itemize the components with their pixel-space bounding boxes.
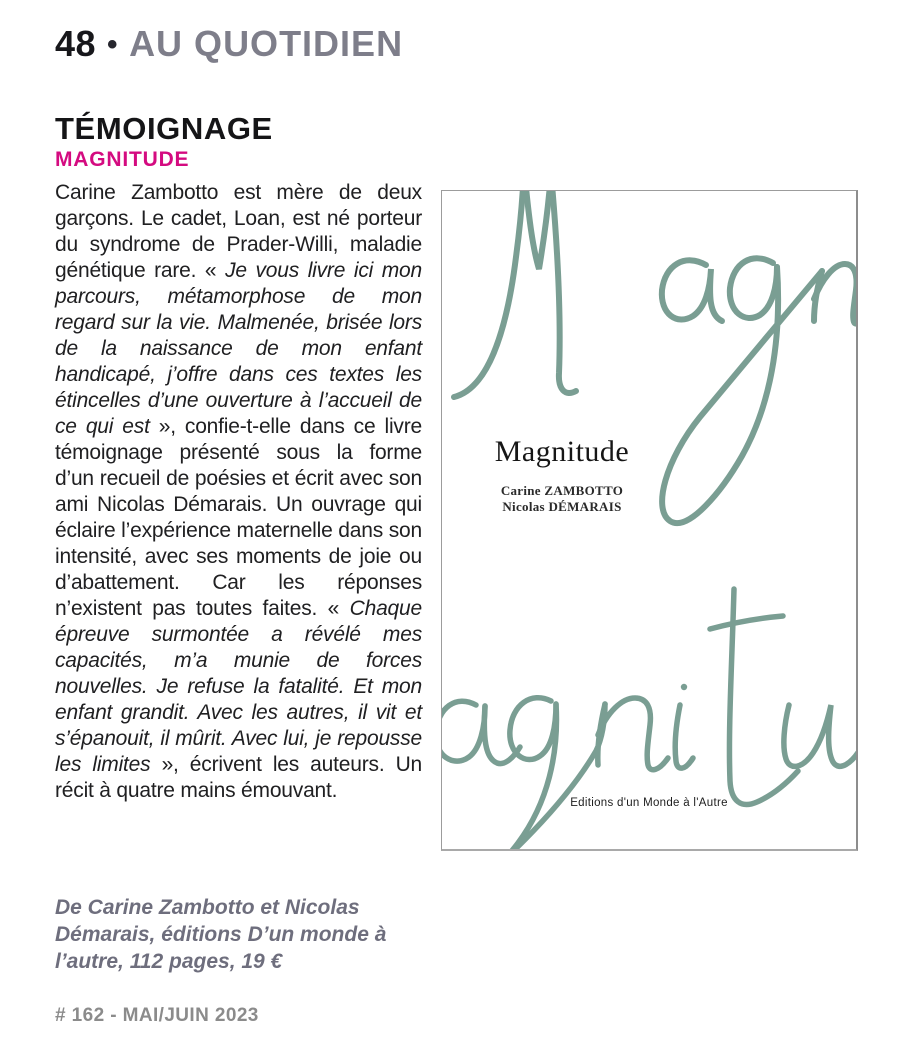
script-bottom-agnitu: [442, 589, 856, 849]
issue-footer: # 162 - MAI/JUIN 2023: [55, 1005, 259, 1026]
page-header: [55, 24, 403, 65]
cover-authors: [462, 483, 662, 514]
script-top-magn: [454, 191, 856, 523]
page-number: 48: [55, 23, 97, 64]
article-headline: MAGNITUDE: [55, 148, 190, 171]
cover-publisher: Editions d'un Monde à l'Autre: [570, 797, 728, 809]
cover-title: Magnitude: [494, 435, 630, 468]
book-cover: [441, 190, 858, 851]
book-credit-line: De Carine Zambotto et Nicolas Démarais, éditions D’un monde à l’autre, 112 pages, 19 €: [55, 896, 387, 973]
article-kicker: TÉMOIGNAGE: [55, 111, 273, 146]
cover-author-2: Nicolas DÉMARAIS: [502, 498, 622, 514]
article-body: Carine Zambotto est mère de deux garçons. Le cadet, Loan, est né porteur du syndrome de Prader-Willi, maladie génétique rare. « Je vous livre ici mon parcours, métamorphose de mon regard sur la vie. Malmenée, brisée lors de la naissance de mon enfant handicapé, j’offre dans ces textes les étincelles d’une ouverture à l’accueil de ce qui est », confie-t-elle dans ce livre témoignage présenté sous la forme d’un recueil de poésies et écrit avec son ami Nicolas Démarais. Un ouvrage qui éclaire l’expérience maternelle dans son intensité, avec ses moments de joie ou d’abattement. Car les réponses n’existent pas toutes faites. « Chaque épreuve surmontée a révélé mes capacités, m’a munie de forces nouvelles. Je refuse la fatalité. Et mon enfant grandit. Avec les autres, il vit et s’épanouit, il mûrit. Avec lui, je repousse les limites », écrivent les auteurs. Un récit à quatre mains émouvant.: [55, 181, 423, 802]
section-title: AU QUOTIDIEN: [129, 23, 404, 64]
cover-script-lettering: [442, 191, 856, 849]
cover-author-1: Carine ZAMBOTTO: [500, 483, 624, 498]
bullet-separator: •: [107, 28, 119, 61]
